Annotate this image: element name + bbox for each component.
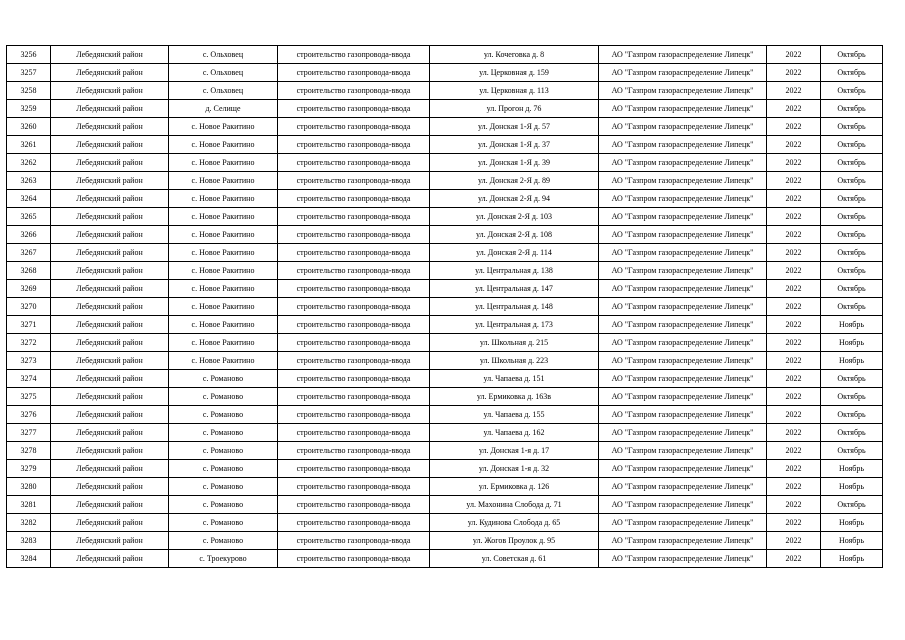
- year-cell: 2022: [767, 514, 821, 532]
- work-type-cell: строительство газопровода-ввода: [278, 532, 430, 550]
- organization-cell: АО "Газпром газораспределение Липецк": [599, 532, 767, 550]
- work-type-cell: строительство газопровода-ввода: [278, 298, 430, 316]
- row-number-cell: 3278: [7, 442, 51, 460]
- organization-cell: АО "Газпром газораспределение Липецк": [599, 46, 767, 64]
- address-cell: ул. Ермиковка д. 126: [430, 478, 599, 496]
- district-cell: Лебедянский район: [51, 532, 169, 550]
- row-number-cell: 3280: [7, 478, 51, 496]
- address-cell: ул. Донская 1-Я д. 39: [430, 154, 599, 172]
- year-cell: 2022: [767, 100, 821, 118]
- year-cell: 2022: [767, 262, 821, 280]
- month-cell: Октябрь: [821, 244, 883, 262]
- address-cell: ул. Махонина Слобода д. 71: [430, 496, 599, 514]
- table-row: [7, 154, 883, 172]
- work-type-cell: строительство газопровода-ввода: [278, 352, 430, 370]
- table-row: [7, 46, 883, 64]
- table-row: [7, 460, 883, 478]
- table-row: [7, 118, 883, 136]
- table-row: [7, 208, 883, 226]
- locality-cell: с. Новое Ракитино: [169, 298, 278, 316]
- organization-cell: АО "Газпром газораспределение Липецк": [599, 406, 767, 424]
- address-cell: ул. Донская 1-я д. 32: [430, 460, 599, 478]
- month-cell: Октябрь: [821, 118, 883, 136]
- work-type-cell: строительство газопровода-ввода: [278, 442, 430, 460]
- address-cell: ул. Донская 2-Я д. 89: [430, 172, 599, 190]
- month-cell: Октябрь: [821, 298, 883, 316]
- address-cell: ул. Центральная д. 148: [430, 298, 599, 316]
- year-cell: 2022: [767, 316, 821, 334]
- locality-cell: с. Ольховец: [169, 64, 278, 82]
- address-cell: ул. Прогон д. 76: [430, 100, 599, 118]
- month-cell: Ноябрь: [821, 532, 883, 550]
- year-cell: 2022: [767, 532, 821, 550]
- work-type-cell: строительство газопровода-ввода: [278, 208, 430, 226]
- work-type-cell: строительство газопровода-ввода: [278, 550, 430, 568]
- row-number-cell: 3276: [7, 406, 51, 424]
- address-cell: ул. Школьная д. 215: [430, 334, 599, 352]
- year-cell: 2022: [767, 136, 821, 154]
- month-cell: Ноябрь: [821, 352, 883, 370]
- table-row: [7, 370, 883, 388]
- month-cell: Октябрь: [821, 226, 883, 244]
- work-type-cell: строительство газопровода-ввода: [278, 514, 430, 532]
- district-cell: Лебедянский район: [51, 82, 169, 100]
- district-cell: Лебедянский район: [51, 316, 169, 334]
- organization-cell: АО "Газпром газораспределение Липецк": [599, 244, 767, 262]
- row-number-cell: 3260: [7, 118, 51, 136]
- work-type-cell: строительство газопровода-ввода: [278, 154, 430, 172]
- district-cell: Лебедянский район: [51, 190, 169, 208]
- organization-cell: АО "Газпром газораспределение Липецк": [599, 460, 767, 478]
- district-cell: Лебедянский район: [51, 442, 169, 460]
- locality-cell: с. Новое Ракитино: [169, 190, 278, 208]
- month-cell: Ноябрь: [821, 460, 883, 478]
- table-row: [7, 352, 883, 370]
- month-cell: Ноябрь: [821, 316, 883, 334]
- locality-cell: с. Романово: [169, 460, 278, 478]
- year-cell: 2022: [767, 82, 821, 100]
- year-cell: 2022: [767, 226, 821, 244]
- row-number-cell: 3282: [7, 514, 51, 532]
- month-cell: Октябрь: [821, 172, 883, 190]
- district-cell: Лебедянский район: [51, 100, 169, 118]
- table-body: [7, 46, 883, 568]
- year-cell: 2022: [767, 550, 821, 568]
- organization-cell: АО "Газпром газораспределение Липецк": [599, 388, 767, 406]
- row-number-cell: 3267: [7, 244, 51, 262]
- table-row: [7, 514, 883, 532]
- address-cell: ул. Советская д. 61: [430, 550, 599, 568]
- table-row: [7, 442, 883, 460]
- locality-cell: с. Романово: [169, 388, 278, 406]
- locality-cell: с. Новое Ракитино: [169, 280, 278, 298]
- table-row: [7, 280, 883, 298]
- month-cell: Октябрь: [821, 280, 883, 298]
- district-cell: Лебедянский район: [51, 370, 169, 388]
- table-row: [7, 532, 883, 550]
- year-cell: 2022: [767, 190, 821, 208]
- district-cell: Лебедянский район: [51, 496, 169, 514]
- address-cell: ул. Донская 2-Я д. 103: [430, 208, 599, 226]
- organization-cell: АО "Газпром газораспределение Липецк": [599, 298, 767, 316]
- year-cell: 2022: [767, 280, 821, 298]
- month-cell: Октябрь: [821, 46, 883, 64]
- year-cell: 2022: [767, 154, 821, 172]
- work-type-cell: строительство газопровода-ввода: [278, 370, 430, 388]
- row-number-cell: 3256: [7, 46, 51, 64]
- address-cell: ул. Донская 2-Я д. 94: [430, 190, 599, 208]
- year-cell: 2022: [767, 118, 821, 136]
- organization-cell: АО "Газпром газораспределение Липецк": [599, 172, 767, 190]
- work-type-cell: строительство газопровода-ввода: [278, 478, 430, 496]
- locality-cell: с. Романово: [169, 496, 278, 514]
- district-cell: Лебедянский район: [51, 136, 169, 154]
- district-cell: Лебедянский район: [51, 424, 169, 442]
- organization-cell: АО "Газпром газораспределение Липецк": [599, 154, 767, 172]
- address-cell: ул. Донская 1-я д. 17: [430, 442, 599, 460]
- year-cell: 2022: [767, 496, 821, 514]
- month-cell: Ноябрь: [821, 514, 883, 532]
- table-row: [7, 550, 883, 568]
- organization-cell: АО "Газпром газораспределение Липецк": [599, 496, 767, 514]
- year-cell: 2022: [767, 298, 821, 316]
- organization-cell: АО "Газпром газораспределение Липецк": [599, 100, 767, 118]
- year-cell: 2022: [767, 334, 821, 352]
- table-row: [7, 496, 883, 514]
- locality-cell: с. Новое Ракитино: [169, 316, 278, 334]
- row-number-cell: 3270: [7, 298, 51, 316]
- table-row: [7, 100, 883, 118]
- organization-cell: АО "Газпром газораспределение Липецк": [599, 514, 767, 532]
- work-type-cell: строительство газопровода-ввода: [278, 46, 430, 64]
- work-type-cell: строительство газопровода-ввода: [278, 82, 430, 100]
- table-row: [7, 406, 883, 424]
- locality-cell: с. Ольховец: [169, 46, 278, 64]
- month-cell: Октябрь: [821, 262, 883, 280]
- locality-cell: д. Селище: [169, 100, 278, 118]
- month-cell: Ноябрь: [821, 550, 883, 568]
- address-cell: ул. Кудинова Слобода д. 65: [430, 514, 599, 532]
- row-number-cell: 3273: [7, 352, 51, 370]
- organization-cell: АО "Газпром газораспределение Липецк": [599, 190, 767, 208]
- month-cell: Октябрь: [821, 154, 883, 172]
- month-cell: Октябрь: [821, 496, 883, 514]
- locality-cell: с. Новое Ракитино: [169, 208, 278, 226]
- locality-cell: с. Новое Ракитино: [169, 136, 278, 154]
- address-cell: ул. Церковная д. 159: [430, 64, 599, 82]
- locality-cell: с. Новое Ракитино: [169, 244, 278, 262]
- organization-cell: АО "Газпром газораспределение Липецк": [599, 478, 767, 496]
- year-cell: 2022: [767, 352, 821, 370]
- locality-cell: с. Новое Ракитино: [169, 172, 278, 190]
- year-cell: 2022: [767, 424, 821, 442]
- work-type-cell: строительство газопровода-ввода: [278, 280, 430, 298]
- address-cell: ул. Чапаева д. 155: [430, 406, 599, 424]
- district-cell: Лебедянский район: [51, 208, 169, 226]
- row-number-cell: 3264: [7, 190, 51, 208]
- address-cell: ул. Донская 1-Я д. 37: [430, 136, 599, 154]
- work-type-cell: строительство газопровода-ввода: [278, 424, 430, 442]
- district-cell: Лебедянский район: [51, 550, 169, 568]
- year-cell: 2022: [767, 460, 821, 478]
- district-cell: Лебедянский район: [51, 388, 169, 406]
- locality-cell: с. Романово: [169, 442, 278, 460]
- locality-cell: с. Романово: [169, 370, 278, 388]
- month-cell: Ноябрь: [821, 478, 883, 496]
- district-cell: Лебедянский район: [51, 352, 169, 370]
- organization-cell: АО "Газпром газораспределение Липецк": [599, 118, 767, 136]
- year-cell: 2022: [767, 172, 821, 190]
- district-cell: Лебедянский район: [51, 334, 169, 352]
- month-cell: Октябрь: [821, 82, 883, 100]
- year-cell: 2022: [767, 478, 821, 496]
- row-number-cell: 3269: [7, 280, 51, 298]
- year-cell: 2022: [767, 442, 821, 460]
- address-cell: ул. Жогов Проулок д. 95: [430, 532, 599, 550]
- organization-cell: АО "Газпром газораспределение Липецк": [599, 136, 767, 154]
- work-type-cell: строительство газопровода-ввода: [278, 262, 430, 280]
- month-cell: Октябрь: [821, 370, 883, 388]
- address-cell: ул. Донская 2-Я д. 114: [430, 244, 599, 262]
- row-number-cell: 3271: [7, 316, 51, 334]
- row-number-cell: 3257: [7, 64, 51, 82]
- row-number-cell: 3262: [7, 154, 51, 172]
- district-cell: Лебедянский район: [51, 154, 169, 172]
- row-number-cell: 3265: [7, 208, 51, 226]
- locality-cell: с. Романово: [169, 532, 278, 550]
- organization-cell: АО "Газпром газораспределение Липецк": [599, 334, 767, 352]
- locality-cell: с. Ольховец: [169, 82, 278, 100]
- table-row: [7, 190, 883, 208]
- row-number-cell: 3284: [7, 550, 51, 568]
- district-cell: Лебедянский район: [51, 172, 169, 190]
- year-cell: 2022: [767, 370, 821, 388]
- address-cell: ул. Школьная д. 223: [430, 352, 599, 370]
- district-cell: Лебедянский район: [51, 478, 169, 496]
- address-cell: ул. Церковная д. 113: [430, 82, 599, 100]
- address-cell: ул. Донская 2-Я д. 108: [430, 226, 599, 244]
- organization-cell: АО "Газпром газораспределение Липецк": [599, 352, 767, 370]
- row-number-cell: 3283: [7, 532, 51, 550]
- row-number-cell: 3274: [7, 370, 51, 388]
- table-row: [7, 424, 883, 442]
- district-cell: Лебедянский район: [51, 514, 169, 532]
- work-type-cell: строительство газопровода-ввода: [278, 406, 430, 424]
- month-cell: Октябрь: [821, 190, 883, 208]
- work-type-cell: строительство газопровода-ввода: [278, 244, 430, 262]
- locality-cell: с. Романово: [169, 478, 278, 496]
- month-cell: Октябрь: [821, 388, 883, 406]
- address-cell: ул. Центральная д. 147: [430, 280, 599, 298]
- organization-cell: АО "Газпром газораспределение Липецк": [599, 316, 767, 334]
- month-cell: Октябрь: [821, 64, 883, 82]
- table-row: [7, 64, 883, 82]
- year-cell: 2022: [767, 64, 821, 82]
- district-cell: Лебедянский район: [51, 460, 169, 478]
- table-row: [7, 334, 883, 352]
- year-cell: 2022: [767, 388, 821, 406]
- table-row: [7, 478, 883, 496]
- work-type-cell: строительство газопровода-ввода: [278, 100, 430, 118]
- table-row: [7, 388, 883, 406]
- table-row: [7, 262, 883, 280]
- gasification-schedule-table: [6, 45, 883, 568]
- month-cell: Октябрь: [821, 442, 883, 460]
- year-cell: 2022: [767, 208, 821, 226]
- month-cell: Октябрь: [821, 208, 883, 226]
- locality-cell: с. Новое Ракитино: [169, 262, 278, 280]
- work-type-cell: строительство газопровода-ввода: [278, 118, 430, 136]
- organization-cell: АО "Газпром газораспределение Липецк": [599, 82, 767, 100]
- district-cell: Лебедянский район: [51, 298, 169, 316]
- organization-cell: АО "Газпром газораспределение Липецк": [599, 550, 767, 568]
- work-type-cell: строительство газопровода-ввода: [278, 460, 430, 478]
- row-number-cell: 3263: [7, 172, 51, 190]
- locality-cell: с. Новое Ракитино: [169, 352, 278, 370]
- month-cell: Ноябрь: [821, 334, 883, 352]
- organization-cell: АО "Газпром газораспределение Липецк": [599, 442, 767, 460]
- locality-cell: с. Новое Ракитино: [169, 334, 278, 352]
- work-type-cell: строительство газопровода-ввода: [278, 64, 430, 82]
- district-cell: Лебедянский район: [51, 226, 169, 244]
- work-type-cell: строительство газопровода-ввода: [278, 388, 430, 406]
- table-row: [7, 226, 883, 244]
- row-number-cell: 3268: [7, 262, 51, 280]
- year-cell: 2022: [767, 406, 821, 424]
- row-number-cell: 3261: [7, 136, 51, 154]
- work-type-cell: строительство газопровода-ввода: [278, 316, 430, 334]
- address-cell: ул. Ермиковка д. 163в: [430, 388, 599, 406]
- address-cell: ул. Центральная д. 138: [430, 262, 599, 280]
- table-row: [7, 316, 883, 334]
- organization-cell: АО "Газпром газораспределение Липецк": [599, 226, 767, 244]
- organization-cell: АО "Газпром газораспределение Липецк": [599, 208, 767, 226]
- organization-cell: АО "Газпром газораспределение Липецк": [599, 262, 767, 280]
- year-cell: 2022: [767, 244, 821, 262]
- row-number-cell: 3266: [7, 226, 51, 244]
- district-cell: Лебедянский район: [51, 244, 169, 262]
- organization-cell: АО "Газпром газораспределение Липецк": [599, 64, 767, 82]
- work-type-cell: строительство газопровода-ввода: [278, 496, 430, 514]
- district-cell: Лебедянский район: [51, 406, 169, 424]
- organization-cell: АО "Газпром газораспределение Липецк": [599, 280, 767, 298]
- month-cell: Октябрь: [821, 136, 883, 154]
- district-cell: Лебедянский район: [51, 118, 169, 136]
- table-row: [7, 82, 883, 100]
- district-cell: Лебедянский район: [51, 46, 169, 64]
- locality-cell: с. Новое Ракитино: [169, 118, 278, 136]
- locality-cell: с. Новое Ракитино: [169, 154, 278, 172]
- row-number-cell: 3272: [7, 334, 51, 352]
- table-row: [7, 136, 883, 154]
- district-cell: Лебедянский район: [51, 280, 169, 298]
- work-type-cell: строительство газопровода-ввода: [278, 136, 430, 154]
- locality-cell: с. Троекурово: [169, 550, 278, 568]
- row-number-cell: 3275: [7, 388, 51, 406]
- month-cell: Октябрь: [821, 100, 883, 118]
- work-type-cell: строительство газопровода-ввода: [278, 172, 430, 190]
- locality-cell: с. Романово: [169, 424, 278, 442]
- district-cell: Лебедянский район: [51, 262, 169, 280]
- address-cell: ул. Чапаева д. 151: [430, 370, 599, 388]
- locality-cell: с. Романово: [169, 406, 278, 424]
- address-cell: ул. Чапаева д. 162: [430, 424, 599, 442]
- month-cell: Октябрь: [821, 424, 883, 442]
- locality-cell: с. Романово: [169, 514, 278, 532]
- table-row: [7, 172, 883, 190]
- row-number-cell: 3279: [7, 460, 51, 478]
- work-type-cell: строительство газопровода-ввода: [278, 190, 430, 208]
- table-row: [7, 298, 883, 316]
- work-type-cell: строительство газопровода-ввода: [278, 334, 430, 352]
- table-row: [7, 244, 883, 262]
- address-cell: ул. Центральная д. 173: [430, 316, 599, 334]
- organization-cell: АО "Газпром газораспределение Липецк": [599, 424, 767, 442]
- address-cell: ул. Донская 1-Я д. 57: [430, 118, 599, 136]
- row-number-cell: 3259: [7, 100, 51, 118]
- row-number-cell: 3258: [7, 82, 51, 100]
- row-number-cell: 3281: [7, 496, 51, 514]
- row-number-cell: 3277: [7, 424, 51, 442]
- district-cell: Лебедянский район: [51, 64, 169, 82]
- work-type-cell: строительство газопровода-ввода: [278, 226, 430, 244]
- month-cell: Октябрь: [821, 406, 883, 424]
- locality-cell: с. Новое Ракитино: [169, 226, 278, 244]
- organization-cell: АО "Газпром газораспределение Липецк": [599, 370, 767, 388]
- address-cell: ул. Кочеговка д. 8: [430, 46, 599, 64]
- year-cell: 2022: [767, 46, 821, 64]
